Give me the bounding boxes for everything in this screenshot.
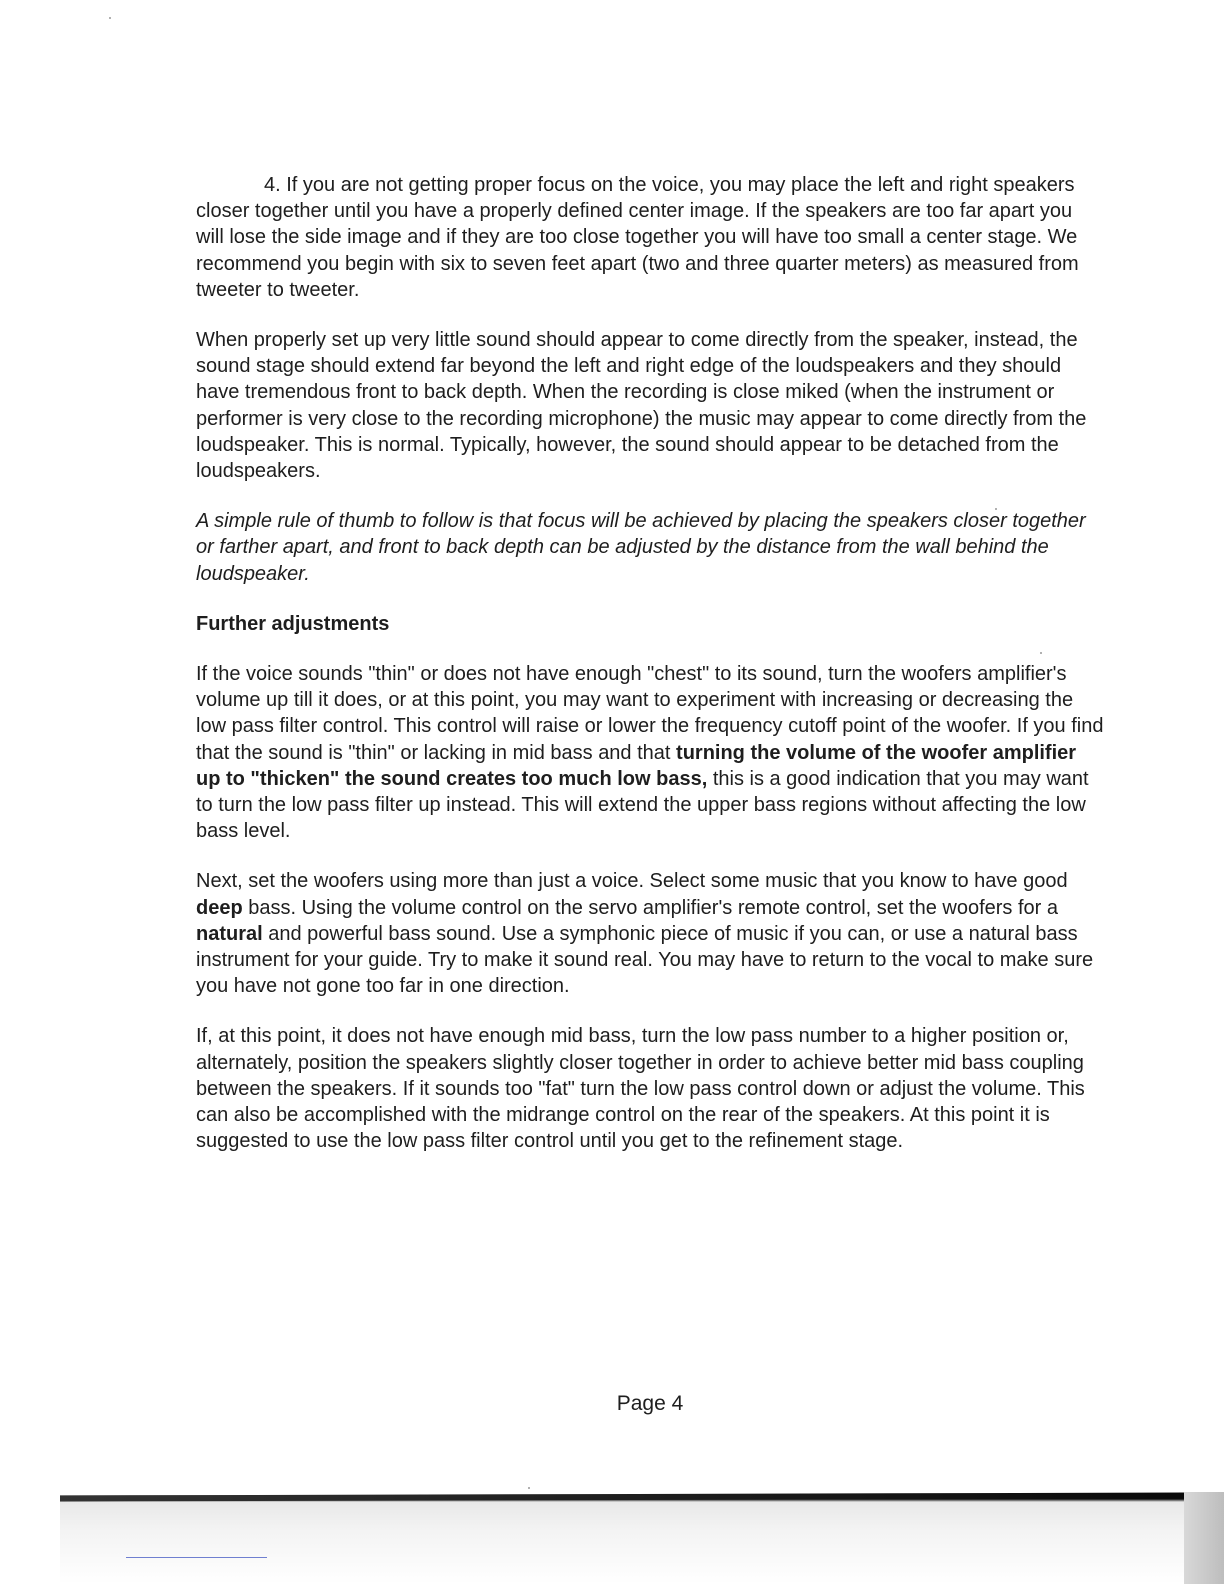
- document-body: [196, 172, 1104, 1179]
- paragraph-thin-voice: [196, 661, 1104, 844]
- scan-shadow: [60, 1492, 1224, 1584]
- scan-speck: [109, 17, 111, 19]
- scan-speck: [528, 1487, 530, 1489]
- paragraph-set-woofers-text-1: Next, set the woofers using more than just a voice. Select some music that you know to have good: [196, 870, 1068, 893]
- paragraph-set-woofers-text-3: and powerful bass sound. Use a symphonic piece of music if you can, or use a natural bass instrument for your guide. Try to make it sound real. You may have to return to the vocal to make sure you have not gone too far in one direction.: [196, 922, 1094, 998]
- scan-speck: [1040, 652, 1042, 654]
- paragraph-set-woofers: [196, 868, 1104, 999]
- paragraph-set-woofers-emphasis-natural: natural: [196, 922, 263, 945]
- paragraph-mid-bass: If, at this point, it does not have enough mid bass, turn the low pass number to a higher position or, alternately, position the speakers slightly closer together in order to achieve better mid bass coupling between the speakers. If it sounds too "fat" turn the low pass control down or adjust the volume. This can also be accomplished with the midrange control on the rear of the speakers. At this point it is suggested to use the low pass filter control until you get to the refinement stage.: [196, 1025, 1085, 1153]
- paragraph-thin-voice-text-2: this is a good indication that you may want to turn the low pass filter up instead. This will extend the upper bass regions without affecting the low bass level.: [196, 767, 1089, 843]
- paragraph-set-woofers-emphasis-deep: deep: [196, 896, 243, 919]
- paragraph-thin-voice-text-1: If the voice sounds "thin" or does not have enough "chest" to its sound, turn the woofers amplifier's volume up till it does, or at this point, you may want to experiment with increasing or decreasing the low pass filter control. This control will raise or lower the frequency cutoff point of the woofer. If you find that the sound is "thin" or lacking in mid bass and that: [196, 663, 1104, 764]
- paragraph-sound-stage: When properly set up very little sound should appear to come directly from the speaker, instead, the sound stage should extend far beyond the left and right edge of the loudspeakers and they should have tremendous front to back depth. When the recording is close miked (when the instrument or performer is very close to the recording microphone) the music may appear to come directly from the loudspeaker. This is normal. Typically, however, the sound should appear to be detached from the loudspeakers.: [196, 329, 1087, 483]
- scan-speck: [995, 508, 997, 510]
- section-heading-further-adjustments: Further adjustments: [196, 612, 390, 635]
- paragraph-rule-of-thumb: A simple rule of thumb to follow is that focus will be achieved by placing the speakers closer together or farther apart, and front to back depth can be adjusted by the distance from the wall behind the loudspeaker.: [196, 510, 1086, 585]
- paragraph-set-woofers-text-2: bass. Using the volume control on the servo amplifier's remote control, set the woofers for a: [242, 896, 1058, 919]
- paragraph-thin-voice-emphasis: turning the volume of the woofer amplifier up to "thicken" the sound creates too much low bass,: [196, 741, 1077, 790]
- page-number: Page 4: [616, 1392, 684, 1415]
- scan-blue-line: [126, 1557, 267, 1558]
- paragraph-speaker-focus: 4. If you are not getting proper focus on the voice, you may place the left and right speakers closer together until you have a properly defined center image. If the speakers are too far apart you will lose the side image and if they are too close together you will have too small a center stage. We recommend you begin with six to seven feet apart (two and three quarter meters) as measured from tweeter to tweeter.: [196, 174, 1079, 301]
- scan-corner-shadow: [1184, 1492, 1224, 1584]
